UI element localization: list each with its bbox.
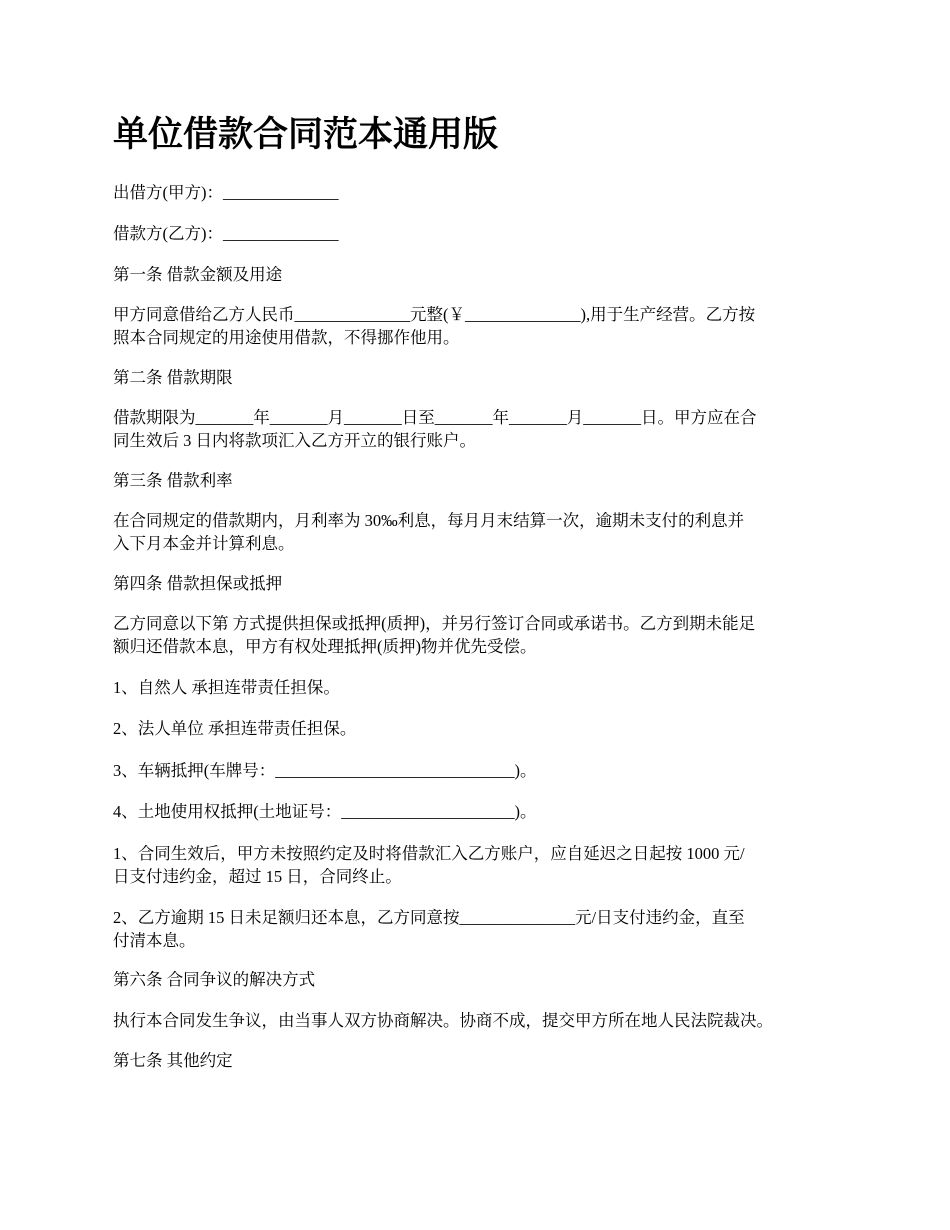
line: 照本合同规定的用途使用借款，不得挪作他用。	[113, 328, 460, 347]
line: 2、法人单位 承担连带责任担保。	[113, 719, 357, 738]
line: 4、土地使用权抵押(土地证号：_____________________)。	[113, 802, 537, 821]
article-6-body	[113, 1009, 853, 1032]
line: 同生效后 3 日内将款项汇入乙方开立的银行账户。	[113, 431, 476, 450]
line: 付清本息。	[113, 931, 196, 950]
guarantee-item-2	[113, 717, 853, 740]
line: 2、乙方逾期 15 日未足额归还本息，乙方同意按______________元/日支付违约金，直至	[113, 908, 745, 927]
article-2-heading	[113, 366, 853, 389]
lender-line	[113, 181, 853, 204]
guarantee-item-4	[113, 800, 853, 823]
line: 在合同规定的借款期内，月利率为 30‰利息，每月月末结算一次，逾期未支付的利息并	[113, 511, 745, 530]
line: 出借方(甲方)：______________	[113, 183, 339, 202]
line: 第三条 借款利率	[113, 471, 233, 490]
line: 第六条 合同争议的解决方式	[113, 970, 316, 989]
line: 1、合同生效后，甲方未按照约定及时将借款汇入乙方账户，应自延迟之日起按 1000 元/	[113, 844, 745, 863]
line: 借款方(乙方)：______________	[113, 224, 339, 243]
line: 额归还借款本息，甲方有权处理抵押(质押)物并优先受偿。	[113, 637, 537, 656]
article-2-body	[113, 406, 853, 452]
line: 第一条 借款金额及用途	[113, 265, 283, 284]
article-7-heading	[113, 1049, 853, 1072]
line: 执行本合同发生争议，由当事人双方协商解决。协商不成，提交甲方所在地人民法院裁决。	[113, 1011, 773, 1030]
line: 借款期限为_______年_______月_______日至_______年_______月_______日。甲方应在合	[113, 408, 757, 427]
article-4-heading	[113, 572, 853, 595]
article-6-heading	[113, 968, 853, 991]
breach-clause-2	[113, 906, 853, 952]
article-1-heading	[113, 263, 853, 286]
borrower-line	[113, 222, 853, 245]
line: 1、自然人 承担连带责任担保。	[113, 678, 340, 697]
line: 日支付违约金，超过 15 日，合同终止。	[113, 867, 402, 886]
guarantee-item-1	[113, 676, 853, 699]
document-title: 单位借款合同范本通用版	[113, 115, 499, 155]
article-1-body	[113, 303, 853, 349]
line: 第二条 借款期限	[113, 368, 233, 387]
line: 甲方同意借给乙方人民币______________元整(￥______________),用于生产经营。乙方按	[113, 305, 756, 324]
line: 第四条 借款担保或抵押	[113, 574, 283, 593]
line: 第七条 其他约定	[113, 1051, 233, 1070]
guarantee-item-3	[113, 759, 853, 782]
article-4-body	[113, 612, 853, 658]
article-3-body	[113, 509, 853, 555]
breach-clause-1	[113, 842, 853, 888]
line: 3、车辆抵押(车牌号：_____________________________)。	[113, 761, 537, 780]
article-3-heading	[113, 469, 853, 492]
line: 乙方同意以下第 方式提供担保或抵押(质押)，并另行签订合同或承诺书。乙方到期未能足	[113, 614, 756, 633]
line: 入下月本金并计算利息。	[113, 534, 295, 553]
